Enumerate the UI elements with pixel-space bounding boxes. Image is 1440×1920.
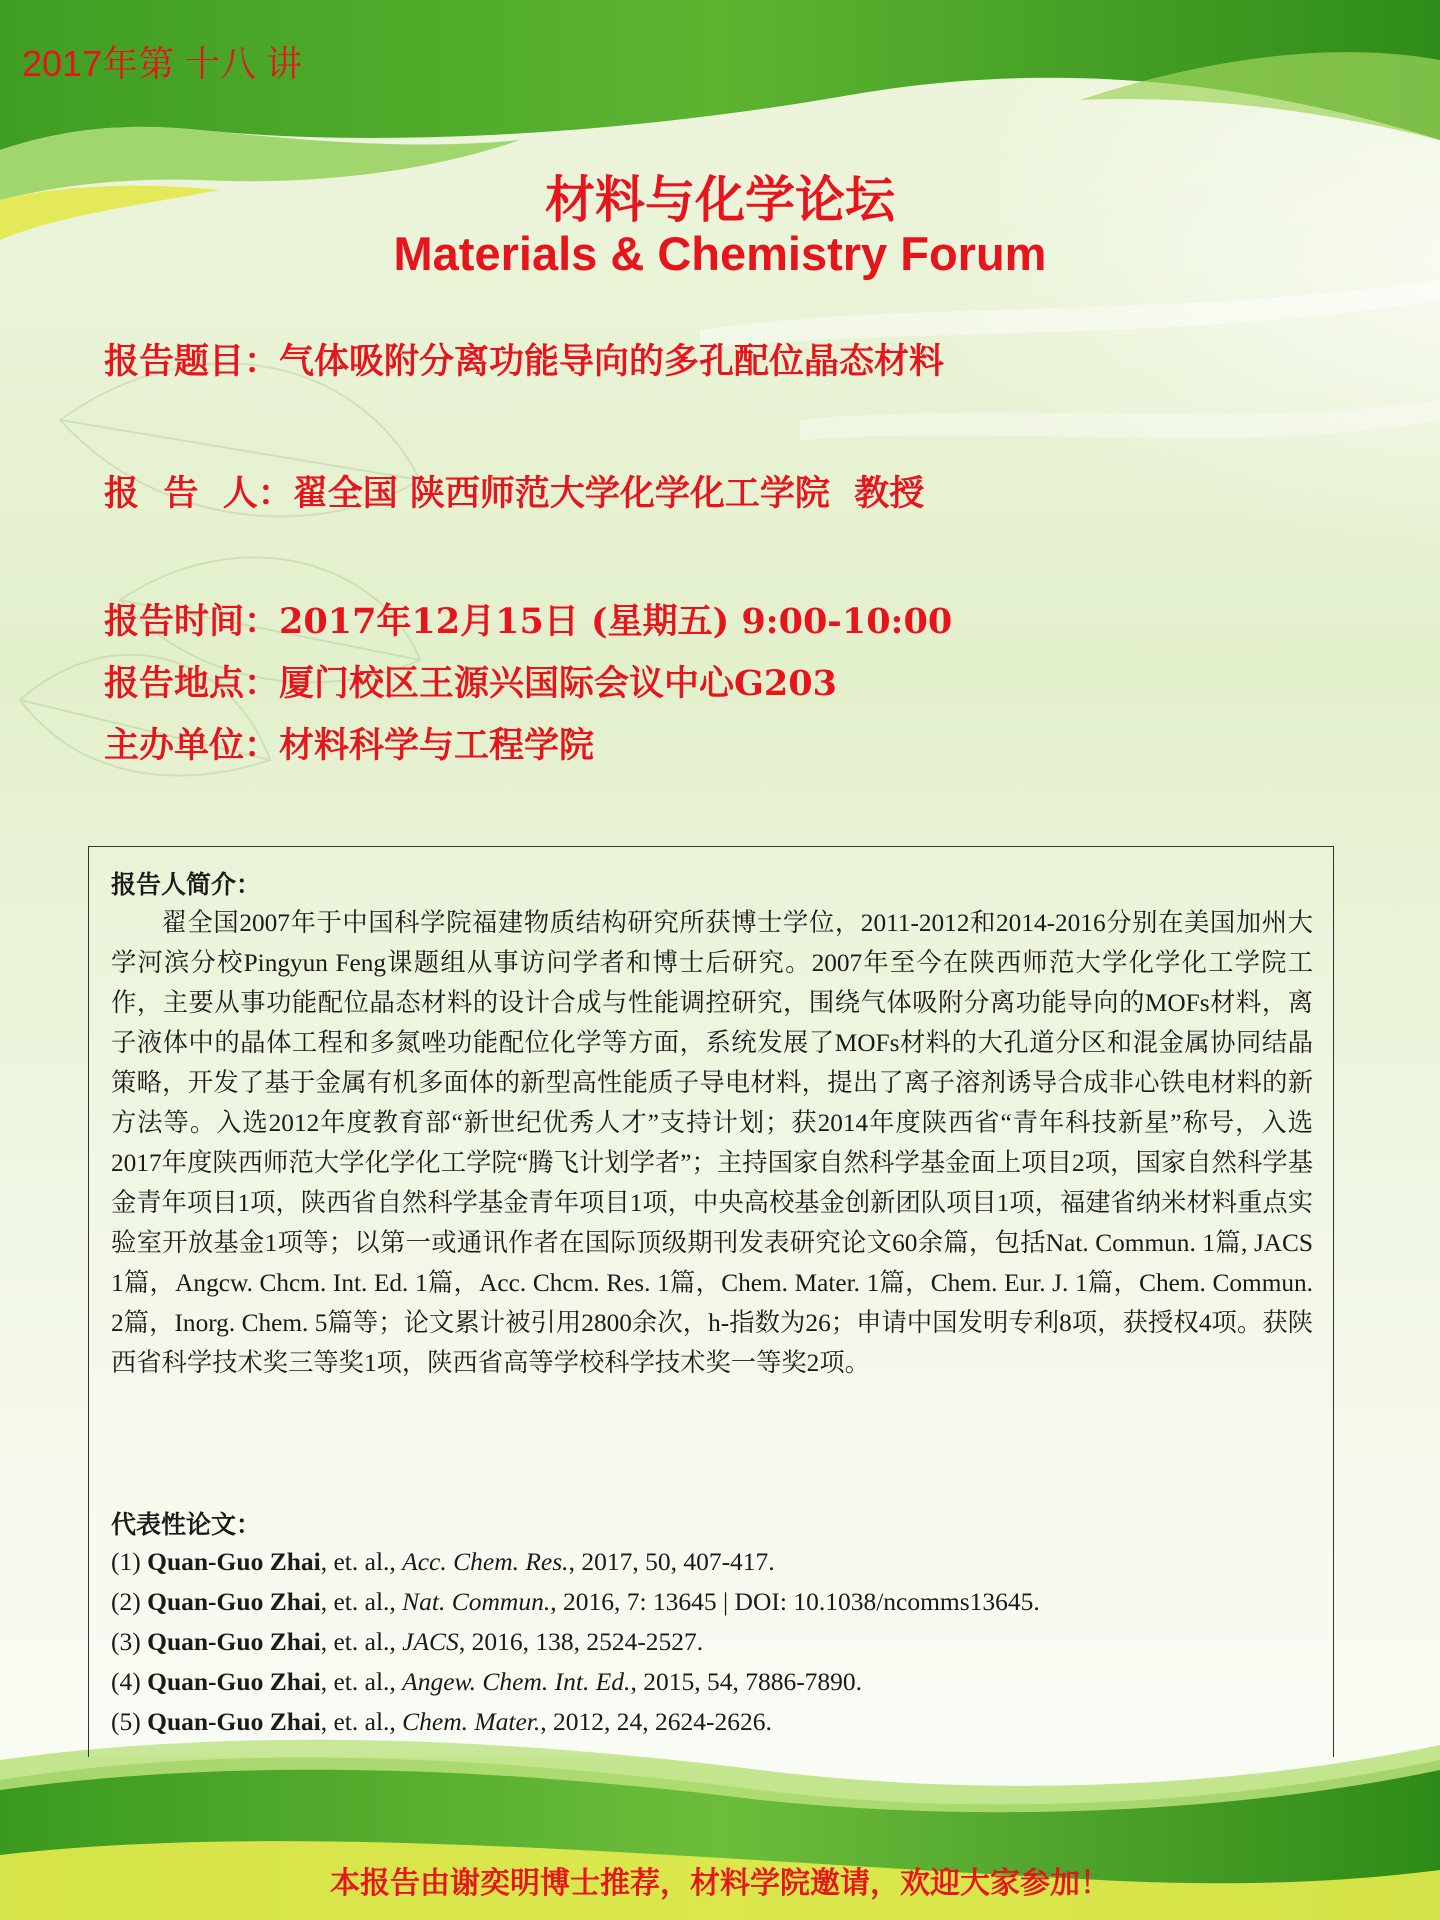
footer-invitation: 本报告由谢奕明博士推荐，材料学院邀请，欢迎大家参加！: [330, 1866, 1110, 1901]
paper-item: [111, 1627, 703, 1657]
paper-citation: , 2015, 54, 7886-7890.: [630, 1667, 863, 1696]
paper-item: [111, 1547, 775, 1577]
bio-text: 翟全国2007年于中国科学院福建物质结构研究所获博士学位，2011-2012和2014-2016分别在美国加州大学河滨分校Pingyun Feng课题组从事访问学者和博士后研究。2007年至今在陕西师范大学化学化工学院工作，主要从事功能配位晶态材料的设计合成与性能调控研究，围绕气体吸附分离功能导向的MOFs材料，离子液体中的晶体工程和多氮唑功能配位化学等方面，系统发展了MOFs材料的大孔道分区和混金属协同结晶策略，开发了基于金属有机多面体的新型高性能质子导电材料，提出了离子溶剂诱导合成非心铁电材料的新方法等。入选2012年度教育部“新世纪优秀人才”支持计划；获2014年度陕西省“青年科技新星”称号，入选2017年度陕西师范大学化学化工学院“腾飞计划学者”；主持国家自然科学基金面上项目2项，国家自然科学基金青年项目1项，陕西省自然科学基金青年项目1项，中央高校基金创新团队项目1项，福建省纳米材料重点实验室开放基金1项等；以第一或通讯作者在国际顶级期刊发表研究论文60余篇，包括Nat. Commun. 1篇, JACS 1篇，Angcw. Chcm. Int. Ed. 1篇，Acc. Chcm. Res. 1篇，Chem. Mater. 1篇，Chem. Eur. J. 1篇，Chem. Commun. 2篇，Inorg. Chem. 5篇等；论文累计被引用2800余次，h-指数为26；申请中国发明专利8项，获授权4项。获陕西省科学技术奖三等奖1项，陕西省高等学校科学技术奖一等奖2项。: [111, 909, 1313, 1377]
time-label: 报告时间：: [104, 601, 280, 642]
paper-number: (2): [111, 1587, 148, 1616]
paper-number: (1): [111, 1547, 148, 1576]
paper-etal: , et. al.,: [320, 1667, 403, 1696]
forum-title-chinese: 材料与化学论坛: [545, 171, 895, 229]
topic-line: [104, 334, 944, 384]
paper-number: (3): [111, 1627, 148, 1656]
paper-item: [111, 1707, 772, 1737]
speaker-line: [104, 466, 924, 516]
paper-citation: , 2016, 138, 2524-2527.: [458, 1627, 704, 1656]
paper-number: (5): [111, 1707, 148, 1736]
place-line: [104, 656, 837, 706]
paper-citation: , 2012, 24, 2624-2626.: [540, 1707, 772, 1736]
paper-journal: Angew. Chem. Int. Ed.: [402, 1667, 631, 1696]
host-line: [104, 718, 594, 768]
paper-number: (4): [111, 1667, 148, 1696]
paper-author: Quan-Guo Zhai: [147, 1667, 321, 1696]
papers-heading: 代表性论文：: [111, 1510, 262, 1539]
paper-journal: Nat. Commun.: [402, 1587, 551, 1616]
paper-etal: , et. al.,: [320, 1627, 403, 1656]
paper-author: Quan-Guo Zhai: [147, 1707, 321, 1736]
paper-journal: Acc. Chem. Res.: [402, 1547, 569, 1576]
paper-citation: , 2017, 50, 407-417.: [568, 1547, 775, 1576]
bio-heading: 报告人简介：: [111, 870, 262, 899]
paper-etal: , et. al.,: [320, 1587, 403, 1616]
topic-label: 报告题目：: [104, 341, 280, 382]
paper-author: Quan-Guo Zhai: [147, 1587, 321, 1616]
speaker-label: 报 告 人：: [104, 473, 293, 514]
forum-title-english: Materials & Chemistry Forum: [393, 227, 1047, 280]
time-line: [104, 594, 952, 644]
topic-value: 气体吸附分离功能导向的多孔配位晶态材料: [279, 341, 945, 382]
paper-journal: JACS: [402, 1627, 459, 1656]
paper-author: Quan-Guo Zhai: [147, 1547, 321, 1576]
paper-journal: Chem. Mater.: [402, 1707, 541, 1736]
place-value: 厦门校区王源兴国际会议中心G203: [279, 663, 837, 704]
paper-item: [111, 1587, 1040, 1617]
place-label: 报告地点：: [104, 663, 280, 704]
paper-author: Quan-Guo Zhai: [147, 1627, 321, 1656]
speaker-value: 翟全国 陕西师范大学化学化工学院 教授: [292, 473, 925, 514]
paper-citation: , 2016, 7: 13645 | DOI: 10.1038/ncomms13645.: [550, 1587, 1040, 1616]
time-value: 2017年12月15日 (星期五) 9:00-10:00: [279, 601, 953, 642]
host-label: 主办单位：: [104, 725, 280, 766]
speaker-bio-box: [88, 846, 1334, 1757]
paper-etal: , et. al.,: [320, 1547, 403, 1576]
host-value: 材料科学与工程学院: [279, 725, 595, 766]
paper-item: [111, 1667, 862, 1697]
paper-etal: , et. al.,: [320, 1707, 403, 1736]
lecture-number: 2017年第 十八 讲: [22, 43, 303, 84]
